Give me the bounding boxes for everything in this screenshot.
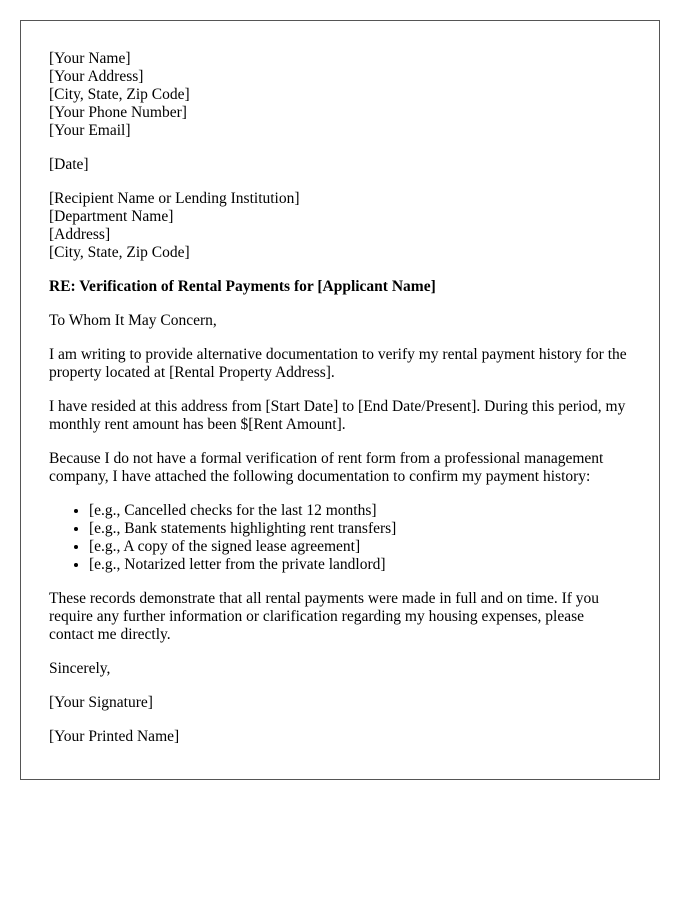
letter-date: [Date]	[49, 156, 89, 173]
sender-address: [Your Address]	[49, 68, 144, 85]
date-block	[49, 156, 631, 174]
recipient-block	[49, 190, 631, 262]
sender-phone: [Your Phone Number]	[49, 104, 187, 121]
printed-name: [Your Printed Name]	[49, 728, 180, 745]
body-paragraph-residence: I have resided at this address from [Start Date] to [End Date/Present]. During this period, my monthly rent amount has been $[Rent Amount].	[49, 398, 626, 433]
salutation: To Whom It May Concern,	[49, 312, 217, 329]
sender-block	[49, 50, 631, 140]
recipient-department: [Department Name]	[49, 208, 174, 225]
list-item: • [e.g., Cancelled checks for the last 12 months]	[89, 502, 631, 520]
sender-city-state-zip: [City, State, Zip Code]	[49, 86, 190, 103]
list-item: • [e.g., A copy of the signed lease agreement]	[89, 538, 631, 556]
sender-email: [Your Email]	[49, 122, 131, 139]
subject-line: RE: Verification of Rental Payments for [Applicant Name]	[49, 278, 436, 295]
recipient-name: [Recipient Name or Lending Institution]	[49, 190, 300, 207]
recipient-city-state-zip: [City, State, Zip Code]	[49, 244, 190, 261]
body-paragraph-documentation: Because I do not have a formal verification of rent form from a professional management company, I have attached the following documentation to confirm my payment history:	[49, 450, 604, 485]
signature-placeholder: [Your Signature]	[49, 694, 153, 711]
sender-name: [Your Name]	[49, 50, 131, 67]
body-paragraph-intro: I am writing to provide alternative documentation to verify my rental payment history for the property located at [Rental Property Address].	[49, 346, 627, 381]
closing-word: Sincerely,	[49, 660, 111, 677]
body-paragraph-closing: These records demonstrate that all rental payments were made in full and on time. If you require any further information or clarification regarding my housing expenses, please contact me directly.	[49, 590, 600, 643]
list-item: • [e.g., Bank statements highlighting rent transfers]	[89, 520, 631, 538]
recipient-address: [Address]	[49, 226, 111, 243]
letter-page	[20, 20, 660, 780]
documents-list	[49, 502, 631, 574]
list-item: • [e.g., Notarized letter from the private landlord]	[89, 556, 631, 574]
